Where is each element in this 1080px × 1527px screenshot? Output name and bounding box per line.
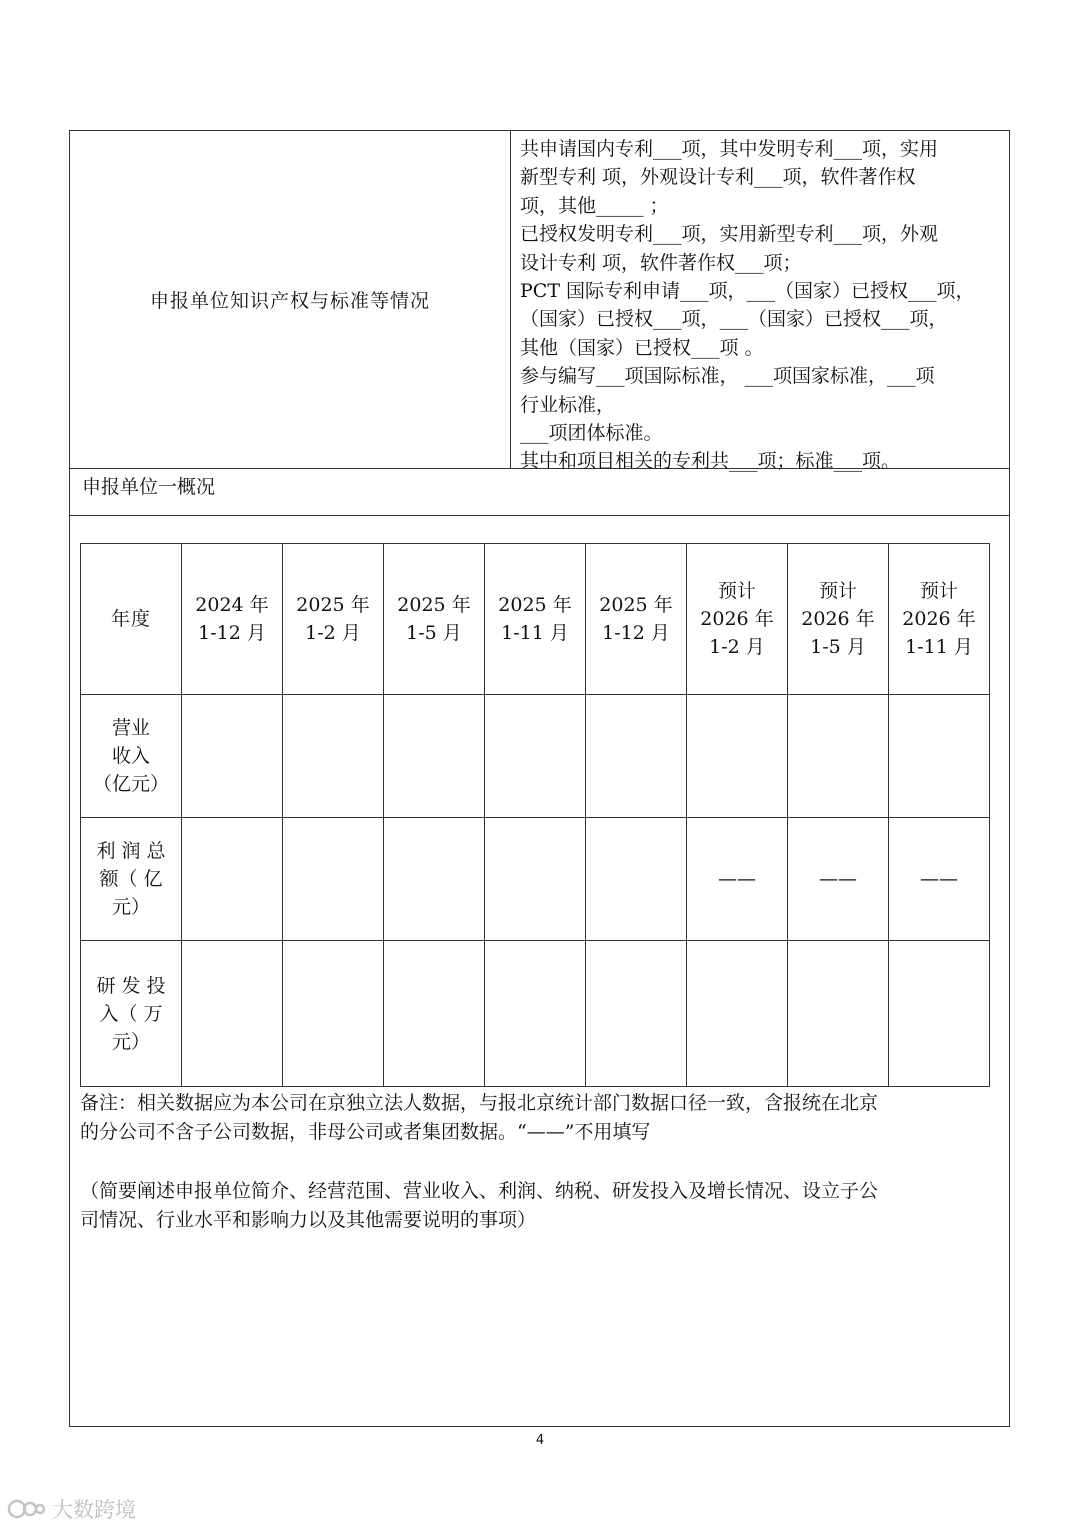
not-applicable-cell: —— <box>889 818 990 941</box>
data-cell[interactable] <box>283 941 384 1087</box>
column-header: 预计 2026 年 1-5 月 <box>788 544 889 695</box>
column-header: 2025 年 1-2 月 <box>283 544 384 695</box>
ip-line: PCT 国际专利申请___项，___（国家）已授权___项， <box>520 280 975 303</box>
column-header: 2025 年 1-11 月 <box>485 544 586 695</box>
ip-line: ___项团体标准。 <box>520 422 663 445</box>
data-cell[interactable] <box>182 695 283 818</box>
data-cell[interactable] <box>687 941 788 1087</box>
page-number: 4 <box>535 1433 545 1448</box>
data-cell[interactable] <box>788 941 889 1087</box>
column-header: 2025 年 1-12 月 <box>586 544 687 695</box>
ip-line: 其中和项目相关的专利共___项；标准___项。 <box>520 450 901 473</box>
data-cell[interactable] <box>182 941 283 1087</box>
data-cell[interactable] <box>283 818 384 941</box>
data-cell[interactable] <box>485 941 586 1087</box>
form-frame <box>69 130 1010 1427</box>
data-cell[interactable] <box>485 695 586 818</box>
data-cell[interactable] <box>384 818 485 941</box>
data-cell[interactable] <box>182 818 283 941</box>
watermark-logo-icon <box>6 1498 46 1520</box>
data-cell[interactable] <box>889 941 990 1087</box>
data-cell[interactable] <box>384 941 485 1087</box>
description-prompt[interactable]: （简要阐述申报单位简介、经营范围、营业收入、利润、纳税、研发投入及增长情况、设立子公 司情况、行业水平和影响力以及其他需要说明的事项） <box>80 1180 879 1231</box>
watermark <box>6 1494 136 1524</box>
row-label-profit: 利 润 总 额（ 亿 元） <box>81 818 182 941</box>
ip-line: 行业标准， <box>520 393 616 416</box>
ip-line: 已授权发明专利___项，实用新型专利___项，外观 <box>520 223 939 246</box>
ip-section-row <box>70 131 1009 473</box>
year-header: 年度 <box>81 544 182 695</box>
note-text: 备注：相关数据应为本公司在京独立法人数据，与报北京统计部门数据口径一致，含报统在北京 的分公司不含子公司数据，非母公司或者集团数据。“——”不用填写 <box>80 1092 879 1143</box>
ip-line: 共申请国内专利___项，其中发明专利___项，实用 <box>520 138 939 160</box>
ip-line: 设计专利 项，软件著作权___项； <box>520 251 802 274</box>
divider <box>70 515 1009 516</box>
column-header: 预计 2026 年 1-11 月 <box>889 544 990 695</box>
not-applicable-cell: —— <box>788 818 889 941</box>
column-header: 预计 2026 年 1-2 月 <box>687 544 788 695</box>
overview-title: 申报单位一概况 <box>82 476 216 498</box>
not-applicable-cell: —— <box>687 818 788 941</box>
data-cell[interactable] <box>586 818 687 941</box>
table-row <box>81 818 990 941</box>
data-cell[interactable] <box>283 695 384 818</box>
table-row <box>81 695 990 818</box>
ip-line: 参与编写___项国际标准， ___项国家标准，___项 <box>520 365 935 388</box>
row-label-revenue: 营业 收入 （亿元） <box>81 695 182 818</box>
data-cell[interactable] <box>788 695 889 818</box>
data-cell[interactable] <box>889 695 990 818</box>
column-header: 2024 年 1-12 月 <box>182 544 283 695</box>
column-header: 2025 年 1-5 月 <box>384 544 485 695</box>
ip-section-text <box>520 135 1004 476</box>
table-row <box>81 941 990 1087</box>
financial-table <box>80 543 990 1087</box>
data-cell[interactable] <box>384 695 485 818</box>
ip-section-label: 申报单位知识产权与标准等情况 <box>70 131 511 468</box>
data-cell[interactable] <box>586 695 687 818</box>
data-cell[interactable] <box>687 695 788 818</box>
ip-line: 新型专利 项，外观设计专利___项，软件著作权 <box>520 166 916 189</box>
watermark-text: 大数跨境 <box>52 1498 136 1522</box>
ip-line: （国家）已授权___项，___（国家）已授权___项， <box>520 308 948 331</box>
data-cell[interactable] <box>485 818 586 941</box>
table-header-row <box>81 544 990 695</box>
data-cell[interactable] <box>586 941 687 1087</box>
ip-line: 项，其他_____ ； <box>520 194 669 217</box>
ip-line: 其他（国家）已授权___项 。 <box>520 336 764 359</box>
row-label-rd: 研 发 投 入（ 万 元） <box>81 941 182 1087</box>
